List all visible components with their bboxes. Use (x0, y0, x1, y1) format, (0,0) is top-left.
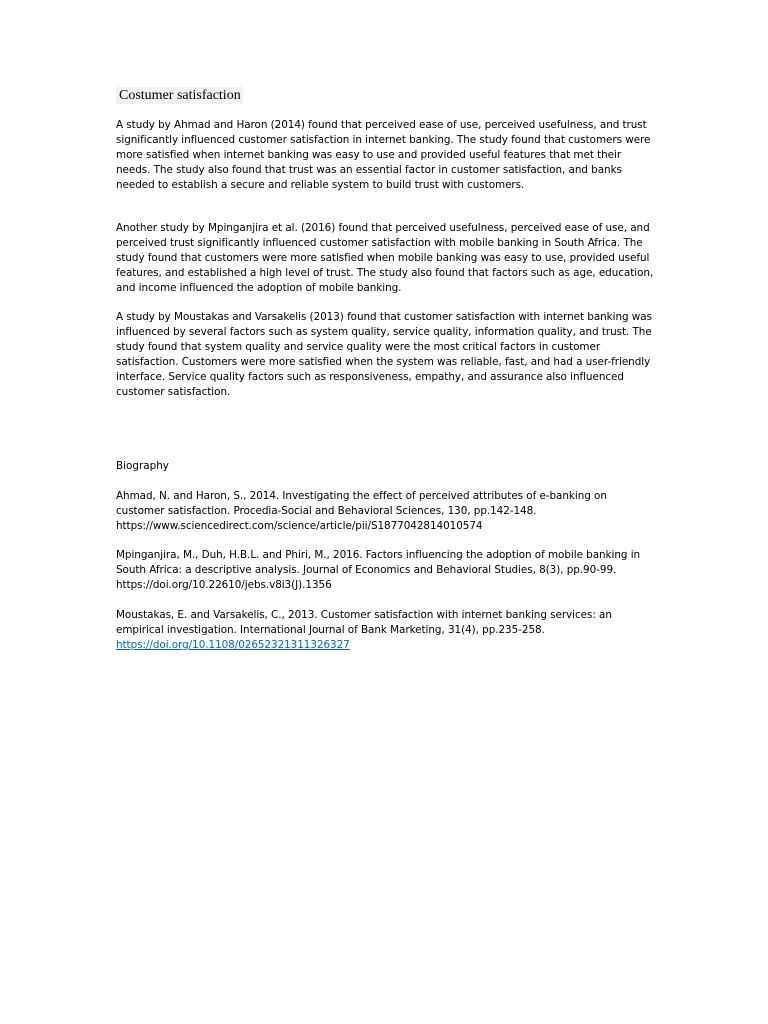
body-paragraph-3: A study by Moustakas and Varsakelis (2013) found that customer satisfaction with internet banking was influenced by several factors such as system quality, service quality, information quality, and trust. The study found that system quality and service quality were the most critical factors in customer satisfaction. Customers were more satisfied when the system was reliable, fast, and had a user-friendly interface. Service quality factors such as responsiveness, empathy, and assurance also influenced customer satisfaction. (116, 311, 652, 398)
body-paragraph-2: Another study by Mpinganjira et al. (2016) found that perceived usefulness, perceived ease of use, and perceived trust significantly influenced customer satisfaction with mobile banking in South Africa. The study found that customers were more satisfied when mobile banking was easy to use, provided useful features, and established a high level of trust. The study also found that factors such as age, education, and income influenced the adoption of mobile banking. (116, 222, 654, 294)
reference-2 (116, 548, 656, 593)
biography-title: Biography (116, 460, 169, 472)
body-paragraph-1: A study by Ahmad and Haron (2014) found that perceived ease of use, perceived usefulness, and trust significantly influenced customer satisfaction in internet banking. The study found that customers were more satisfied when internet banking was easy to use and provided useful features that met their needs. The study also found that trust was an essential factor in customer satisfaction, and banks needed to establish a secure and reliable system to build trust with customers. (116, 119, 651, 191)
reference-1-text: Ahmad, N. and Haron, S., 2014. Investigating the effect of perceived attributes of e-banking on customer satisfaction. Procedia-Social and Behavioral Sciences, 130, pp.142-148. (116, 490, 607, 517)
reference-3 (116, 608, 656, 653)
reference-1-url: https://www.sciencedirect.com/science/article/pii/S1877042814010574 (116, 519, 483, 532)
reference-3-link[interactable]: https://doi.org/10.1108/02652321311326327 (116, 638, 350, 651)
reference-2-url: https://doi.org/10.22610/jebs.v8i3(J).1356 (116, 578, 332, 591)
reference-2-text: Mpinganjira, M., Duh, H.B.L. and Phiri, M., 2016. Factors influencing the adoption of mobile banking in South Africa: a descriptive analysis. Journal of Economics and Behavioral Studies, 8(3), pp.90-99. (116, 549, 641, 576)
section-heading: Costumer satisfaction (116, 87, 243, 104)
reference-1 (116, 489, 656, 534)
reference-3-text: Moustakas, E. and Varsakelis, C., 2013. Customer satisfaction with internet banking services: an empirical investigation. International Journal of Bank Marketing, 31(4), pp.235-258. (116, 609, 612, 636)
